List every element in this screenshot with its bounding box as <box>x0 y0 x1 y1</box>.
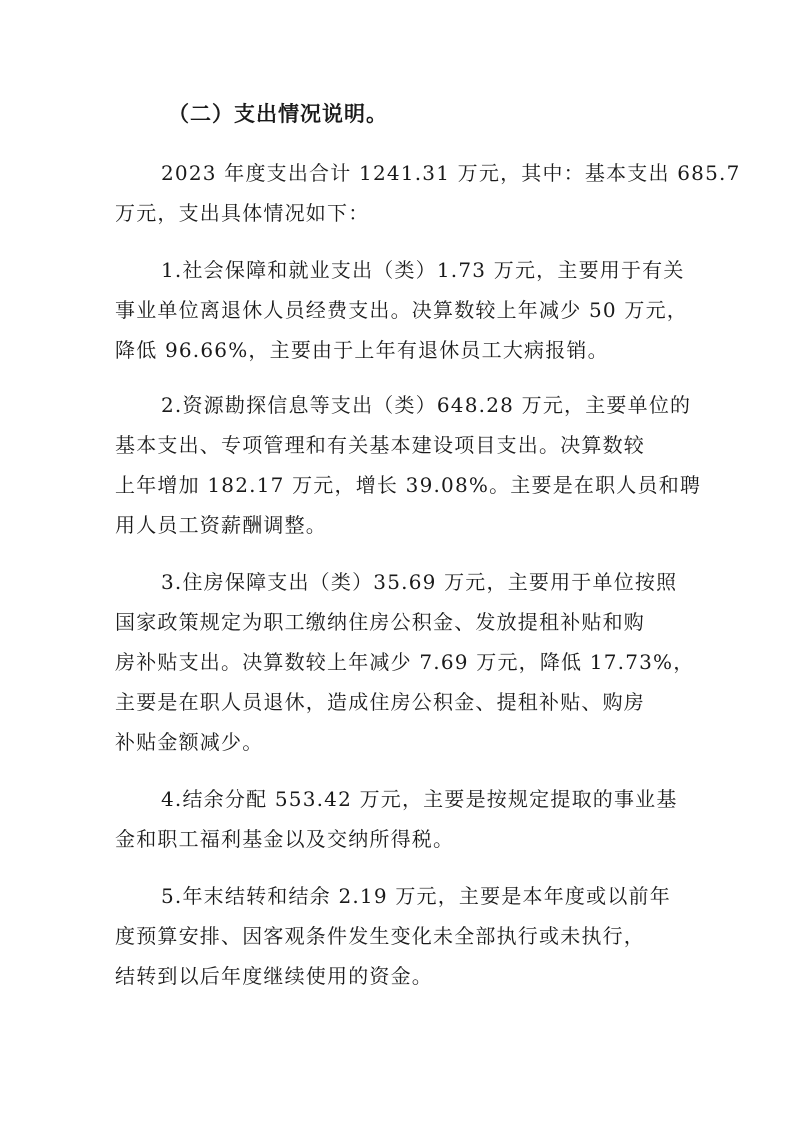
text-line: 国家政策规定为职工缴纳住房公积金、发放提租补贴和购 <box>115 610 645 634</box>
section-heading: （二）支出情况说明。 <box>168 102 388 126</box>
text-line: 用人员工资薪酬调整。 <box>115 513 327 537</box>
text-line: 房补贴支出。决算数较上年减少 7.69 万元，降低 17.73%， <box>115 650 695 674</box>
paragraph-year-end-carryover <box>115 876 687 996</box>
text-line: 金和职工福利基金以及交纳所得税。 <box>115 827 455 851</box>
text-line: 5.年末结转和结余 2.19 万元，主要是本年度或以前年 <box>161 884 671 908</box>
text-line: 2.资源勘探信息等支出（类）648.28 万元，主要单位的 <box>161 393 692 417</box>
text-line: 主要是在职人员退休，造成住房公积金、提租补贴、购房 <box>115 690 645 714</box>
text-line: 基本支出、专项管理和有关基本建设项目支出。决算数较 <box>115 433 645 457</box>
paragraph-total-expenditure <box>115 153 741 233</box>
text-line: 补贴金额减少。 <box>115 730 264 754</box>
text-line: 2023 年度支出合计 1241.31 万元，其中：基本支出 685.7 <box>161 161 741 185</box>
text-line: 1.社会保障和就业支出（类）1.73 万元，主要用于有关 <box>161 258 685 282</box>
text-line: 上年增加 182.17 万元，增长 39.08%。主要是在职人员和聘 <box>115 473 702 497</box>
paragraph-housing-security <box>115 562 695 762</box>
text-line: 万元，支出具体情况如下： <box>115 201 370 225</box>
paragraph-surplus-distribution <box>115 779 687 859</box>
text-line: 降低 96.66%，主要由于上年有退休员工大病报销。 <box>115 338 609 362</box>
text-line: 事业单位离退休人员经费支出。决算数较上年减少 50 万元， <box>115 298 688 322</box>
text-line: 结转到以后年度继续使用的资金。 <box>115 964 433 988</box>
paragraph-resource-exploration <box>115 385 702 545</box>
text-line: 4.结余分配 553.42 万元，主要是按规定提取的事业基 <box>161 787 678 811</box>
paragraph-social-security <box>115 250 687 370</box>
text-line: 3.住房保障支出（类）35.69 万元，主要用于单位按照 <box>161 570 678 594</box>
text-line: 度预算安排、因客观条件发生变化未全部执行或未执行， <box>115 924 645 948</box>
